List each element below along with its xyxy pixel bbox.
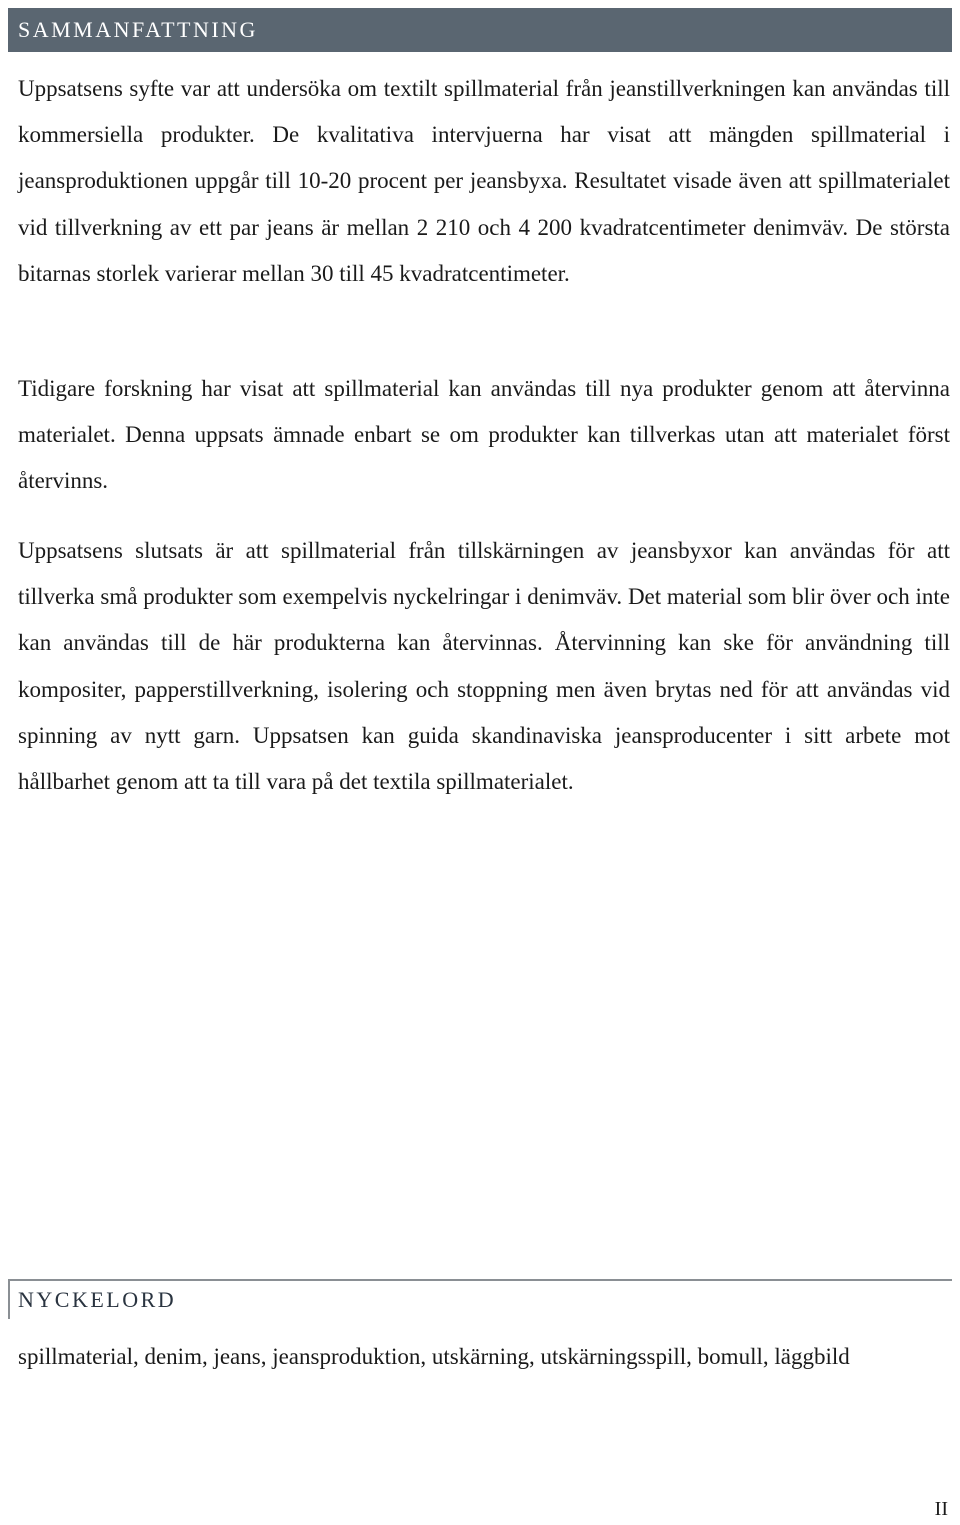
keywords-heading-box	[8, 1279, 952, 1319]
summary-paragraph-2: Tidigare forskning har visat att spillmaterial kan användas till nya produkter genom att återvinna materialet. Denna uppsats ämnade enbart se om produkter kan tillverkas utan att materialet först återvinns.	[18, 376, 950, 494]
keywords-list: spillmaterial, denim, jeans, jeansproduktion, utskärning, utskärningsspill, bomull, läggbild	[18, 1344, 850, 1369]
page-number: II	[934, 1498, 948, 1520]
summary-paragraph-3: Uppsatsens slutsats är att spillmaterial från tillskärningen av jeansbyxor kan användas för att tillverka små produkter som exempelvis nyckelringar i denimväv. Det material som blir över och inte kan användas till de här produkterna kan återvinnas. Återvinning kan ske för användning till kompositer, papperstillverkning, isolering och stoppning men även brytas ned för att användas vid spinning av nytt garn. Uppsatsen kan guida skandinaviska jeansproducenter i sitt arbete mot hållbarhet genom att ta till vara på det textila spillmaterialet.	[18, 538, 950, 795]
summary-paragraph-1: Uppsatsens syfte var att undersöka om textilt spillmaterial från jeanstillverkningen kan användas till kommersiella produkter. De kvalitativa intervjuerna har visat att mängden spillmaterial i jeansproduktionen uppgår till 10-20 procent per jeansbyxa. Resultatet visade även att spillmaterialet vid tillverkning av ett par jeans är mellan 2 210 och 4 200 kvadratcentimeter denimväv. De största bitarnas storlek varierar mellan 30 till 45 kvadratcentimeter.	[18, 76, 950, 286]
keywords-heading: NYCKELORD	[18, 1287, 177, 1312]
summary-heading-bar	[8, 8, 952, 52]
summary-heading: SAMMANFATTNING	[18, 17, 258, 42]
